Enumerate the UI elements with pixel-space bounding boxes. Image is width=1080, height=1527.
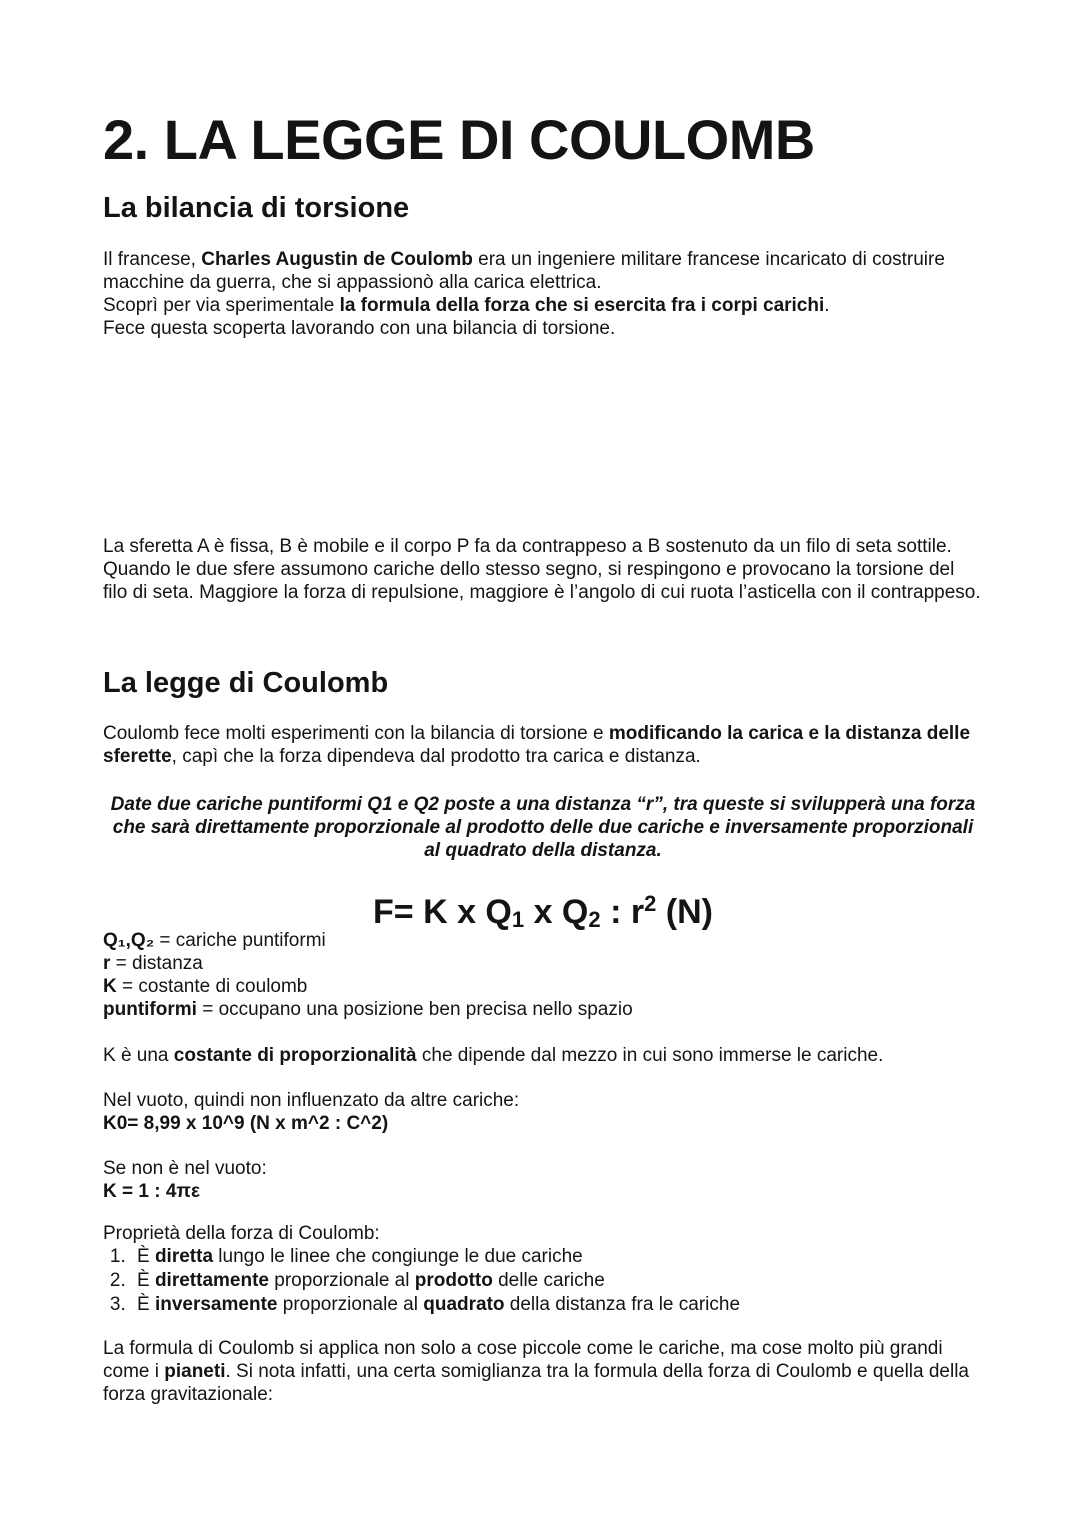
text: È — [137, 1270, 155, 1291]
bold-text: costante di proporzionalità — [173, 1045, 417, 1066]
formula-subscript: 1 — [511, 907, 525, 932]
text: Il francese, — [103, 249, 202, 270]
formula-exponent: 2 — [644, 891, 657, 916]
text: Coulomb fece molti esperimenti con la bilancia di torsione e — [103, 723, 609, 744]
text: , capì che la forza dipendeva dal prodotto tra carica e distanza. — [171, 746, 701, 767]
bold-text: inversamente — [154, 1294, 278, 1315]
paragraph-gravity — [103, 1337, 983, 1406]
paragraph-k-constant — [103, 1044, 983, 1067]
section-bilancia-description — [103, 535, 983, 604]
text: . Si nota infatti, una certa somiglianza tra la formula della forza di Coulomb e quella della forza gravitazionale: — [103, 1361, 969, 1405]
definition-item — [103, 929, 983, 952]
bold-text: prodotto — [414, 1270, 493, 1291]
text: che dipende dal mezzo in cui sono immerse le cariche. — [416, 1045, 884, 1066]
list-item — [131, 1269, 983, 1293]
list-item — [131, 1245, 983, 1269]
properties-title: Proprietà della forza di Coulomb: — [103, 1223, 380, 1244]
text: . — [824, 295, 830, 316]
section-heading-bilancia: La bilancia di torsione — [103, 192, 410, 224]
definition-term: puntiformi — [103, 999, 197, 1020]
definition-item — [103, 975, 983, 998]
paragraph-spheres: La sferetta A è fissa, B è mobile e il corpo P fa da contrappeso a B sostenuto da un filo di seta sottile. — [103, 536, 952, 557]
text: proporzionale al — [277, 1294, 424, 1315]
definition-term: K — [103, 976, 117, 997]
bold-text: modificando la carica e la distanza delle sferette — [103, 723, 971, 767]
text: era un ingeniere militare francese incaricato di costruire macchine da guerra, che si appassionò alla carica elettrica. — [103, 249, 945, 293]
paragraph-experiments — [103, 722, 983, 768]
section-bilancia-intro — [103, 248, 983, 340]
formula-part: (N) — [656, 893, 713, 931]
definition-desc: = distanza — [110, 953, 203, 974]
paragraph-torsion: Quando le due sfere assumono cariche dello stesso segno, si respingono e provocano la torsione del filo di seta. Maggiore la forza di repulsione, maggiore è l’angolo di cui ruota l’asticella con il contrappeso. — [103, 559, 981, 603]
definition-item — [103, 998, 983, 1021]
section-heading-legge: La legge di Coulomb — [103, 667, 389, 699]
definition-term: Q₁,Q₂ — [103, 930, 155, 951]
figure-placeholder — [103, 345, 983, 530]
bold-text: pianeti — [164, 1361, 226, 1382]
definitions-list — [103, 929, 983, 1021]
definition-desc: = occupano una posizione ben precisa nello spazio — [196, 999, 633, 1020]
text: È — [137, 1294, 155, 1315]
properties-list — [103, 1245, 983, 1317]
law-statement-text: Date due cariche puntiformi Q1 e Q2 poste a una distanza “r”, tra queste si svilupperà una forza che sarà direttamente proporzionale al prodotto delle due cariche e inversamente proporzionali al quadrato della distanza. — [110, 794, 976, 861]
text: È — [137, 1246, 155, 1267]
page-title: 2. LA LEGGE DI COULOMB — [103, 108, 815, 171]
law-statement — [103, 793, 983, 862]
text: Scoprì per via sperimentale — [103, 295, 340, 316]
bold-text: la formula della forza che si esercita fra i corpi carichi — [339, 295, 825, 316]
bold-text: quadrato — [423, 1294, 505, 1315]
text: delle cariche — [492, 1270, 605, 1291]
vacuum-value: K0= 8,99 x 10^9 (N x m^2 : C^2) — [103, 1113, 389, 1134]
definition-term: r — [103, 953, 111, 974]
properties-block — [103, 1222, 983, 1317]
text: lungo le linee che congiunge le due cariche — [213, 1246, 583, 1267]
bold-text: diretta — [154, 1246, 214, 1267]
list-item — [131, 1293, 983, 1317]
vacuum-line: Nel vuoto, quindi non influenzato da altre cariche: — [103, 1090, 520, 1111]
definition-desc: = cariche puntiformi — [154, 930, 326, 951]
text: proporzionale al — [268, 1270, 415, 1291]
coulomb-formula — [103, 891, 983, 933]
formula-part: : r — [600, 893, 645, 931]
formula-part: x Q — [524, 893, 589, 931]
text: della distanza fra le cariche — [504, 1294, 741, 1315]
formula-part: F= K x Q — [373, 893, 512, 931]
definition-item — [103, 952, 983, 975]
text: La formula di Coulomb si applica non solo a cose piccole come le cariche, ma cose molto più grandi come i — [103, 1338, 943, 1382]
bold-text: direttamente — [154, 1270, 269, 1291]
vacuum-constant — [103, 1089, 983, 1135]
non-vacuum-constant — [103, 1157, 983, 1203]
paragraph-coulomb-bio — [103, 248, 983, 294]
bold-name: Charles Augustin de Coulomb — [201, 249, 473, 270]
formula-subscript: 2 — [588, 907, 601, 932]
non-vacuum-value: K = 1 : 4πε — [103, 1181, 200, 1202]
paragraph-balance: Fece questa scoperta lavorando con una bilancia di torsione. — [103, 318, 616, 339]
definition-desc: = costante di coulomb — [116, 976, 308, 997]
non-vacuum-line: Se non è nel vuoto: — [103, 1158, 267, 1179]
paragraph-discovery — [103, 294, 983, 317]
text: K è una — [103, 1045, 174, 1066]
